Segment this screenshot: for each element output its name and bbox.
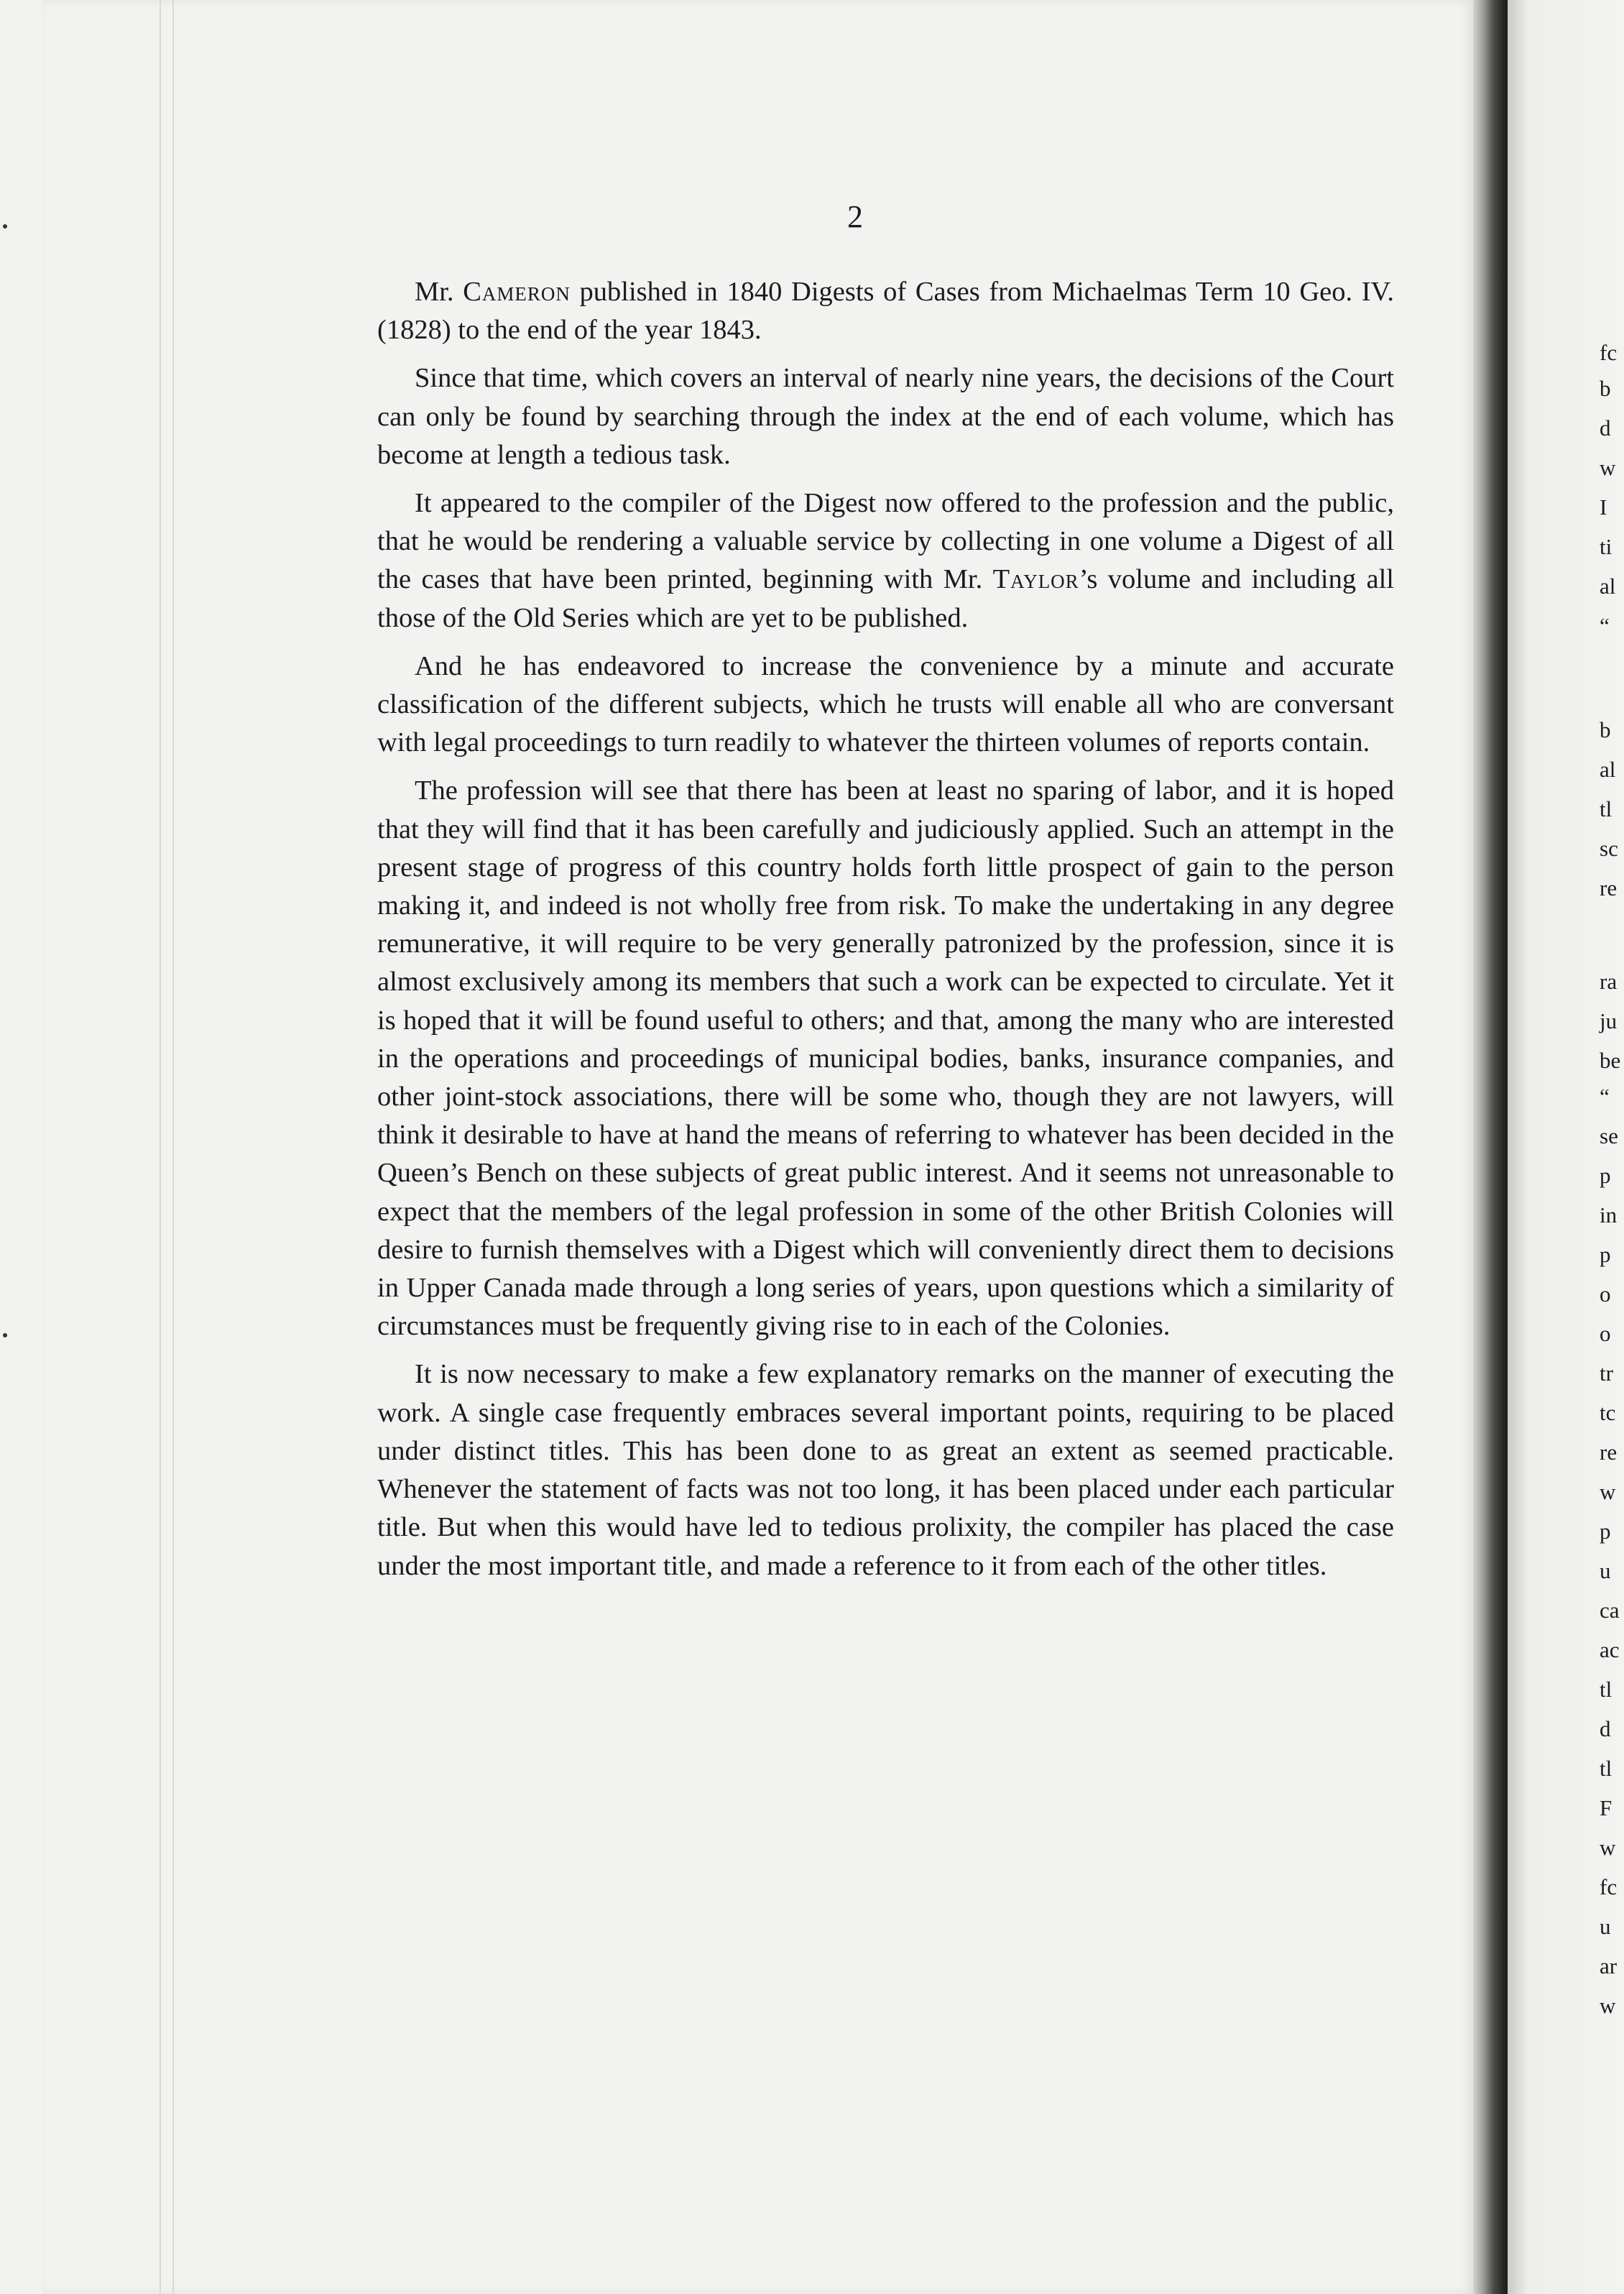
facing-page-line-fragment: “ xyxy=(1600,1084,1610,1109)
paragraph-text: And he has endeavored to increase the convenience by a minute and accurate classification of the different subjects, which he trusts will enable all who are conversant with legal proceedings to turn readily to whatever the thirteen volumes of reports contain. xyxy=(377,650,1394,758)
scan-speck xyxy=(3,1333,7,1337)
facing-page-line-fragment: tc xyxy=(1600,1400,1616,1425)
paragraph xyxy=(377,359,1394,474)
facing-page-line-fragment: tl xyxy=(1600,796,1613,821)
book-gutter-shadow xyxy=(1473,0,1508,2294)
facing-page-line-fragment: in xyxy=(1600,1202,1618,1227)
page-number: 2 xyxy=(847,199,863,234)
paragraph xyxy=(377,648,1394,763)
facing-page-line-fragment: w xyxy=(1600,1993,1616,2018)
facing-page-line-fragment: re xyxy=(1600,875,1618,900)
facing-page-line-fragment: ra xyxy=(1600,969,1618,994)
facing-page-line-fragment: b xyxy=(1600,376,1611,401)
scan-speck xyxy=(3,224,7,229)
facing-page-fragment xyxy=(1508,0,1624,2294)
paragraph-text: It is now necessary to make a few explanatory remarks on the manner of executing the work. A single case frequently embraces several important points, requiring to be placed under distinct titles. This has been done to as great an extent as seemed practicable. Whenever the statement of facts was not too long, it has been placed under each particular title. But when this would have led to tedious prolixity, the compiler has placed the case under the most important title, and made a reference to it from each of the other titles. xyxy=(377,1359,1394,1581)
facing-page-line-fragment: tl xyxy=(1600,1756,1613,1781)
facing-page-line-fragment: p xyxy=(1600,1519,1611,1544)
page-body-text xyxy=(377,273,1394,1595)
facing-page-line-fragment: d xyxy=(1600,415,1611,441)
facing-page-line-fragment: al xyxy=(1600,757,1616,782)
paragraph xyxy=(377,1355,1394,1585)
paragraph xyxy=(377,273,1394,349)
page-edge-line xyxy=(160,0,161,2294)
facing-page-line-fragment: se xyxy=(1600,1123,1618,1148)
facing-page-line-fragment: u xyxy=(1600,1914,1611,1939)
paragraph-text: Mr. xyxy=(415,277,463,307)
facing-page-line-fragment: w xyxy=(1600,1479,1616,1504)
facing-page-line-fragment: p xyxy=(1600,1163,1611,1188)
small-caps-name: Taylor xyxy=(992,564,1079,595)
page-edge-line xyxy=(172,0,174,2294)
facing-page-line-fragment: re xyxy=(1600,1439,1618,1465)
facing-page-line-fragment: ju xyxy=(1600,1008,1618,1033)
facing-page-line-fragment: I xyxy=(1600,494,1607,520)
paragraph-text: The profession will see that there has been at least no sparing of labor, and it is hoped that they will find that it has been carefully and judiciously applied. Such an attempt in the present stage of progress of this country holds forth little prospect of gain to the person making it, and indeed is not wholly free from risk. To make the undertaking in any degree remunerative, it will require to be very generally patronized by the profession, since it is almost exclusively among its members that such a work can be expected to circulate. Yet it is hoped that it will be found useful to others; and that, among the many who are interested in the operations and proceedings of municipal bodies, banks, insurance companies, and other joint-stock associations, there will be some who, though they are not lawyers, will think it desirable to have at hand the means of referring to whatever has been decided in the Queen’s Bench on these subjects of great public interest. And it seems not unreasonable to expect that the members of the legal profession in some of the other British Colonies will desire to furnish themselves with a Digest which will conveniently direct them to decisions in Upper Canada made through a long series of years, upon questions which a similarity of circumstances must be frequently giving rise to in each of the Colonies. xyxy=(377,775,1394,1342)
facing-page-line-fragment: fc xyxy=(1600,340,1618,365)
facing-page-line-fragment: F xyxy=(1600,1795,1613,1820)
facing-page-line-fragment: tl xyxy=(1600,1677,1613,1702)
paragraph xyxy=(377,484,1394,637)
facing-page-line-fragment: w xyxy=(1600,1835,1616,1860)
facing-page-line-fragment: ti xyxy=(1600,534,1613,559)
facing-page-line-fragment: b xyxy=(1600,717,1611,742)
facing-page-line-fragment: u xyxy=(1600,1558,1611,1583)
facing-page-line-fragment: al xyxy=(1600,574,1616,599)
facing-page-line-fragment: be xyxy=(1600,1048,1621,1073)
facing-page-line-fragment: w xyxy=(1600,455,1616,480)
facing-page-line-fragment: o xyxy=(1600,1321,1611,1346)
facing-page-line-fragment: tr xyxy=(1600,1360,1613,1386)
left-scan-margin xyxy=(0,0,43,2294)
facing-page-line-fragment: o xyxy=(1600,1281,1611,1307)
paragraph-text: Since that time, which covers an interval of nearly nine years, the decisions of the Court can only be found by searching through the index at the end of each volume, which has become at length a tedious task. xyxy=(377,363,1394,470)
facing-page-line-fragment: ar xyxy=(1600,1953,1618,1979)
paragraph-text: It appeared to the compiler of the Digest now offered to the profession and the public, that he would be rendering a valuable service by collecting in one volume a Digest of all the cases that have been printed, beginning with Mr. xyxy=(377,488,1394,595)
paragraph-text: ’s volume and including all those of the Old Series which are yet to be published. xyxy=(377,564,1394,633)
paragraph-text: published in 1840 Digests of Cases from Michaelmas Term 10 Geo. IV. (1828) to the end of the year 1843. xyxy=(377,277,1394,346)
facing-page-line-fragment: ca xyxy=(1600,1598,1620,1623)
facing-page-line-fragment: d xyxy=(1600,1716,1611,1741)
facing-page-line-fragment: ac xyxy=(1600,1637,1620,1662)
facing-page-line-fragment: “ xyxy=(1600,613,1610,638)
facing-page-line-fragment: fc xyxy=(1600,1874,1618,1899)
facing-page-line-fragment: sc xyxy=(1600,836,1618,861)
paragraph xyxy=(377,772,1394,1345)
facing-page-line-fragment: p xyxy=(1600,1242,1611,1267)
small-caps-name: Cameron xyxy=(463,277,571,307)
